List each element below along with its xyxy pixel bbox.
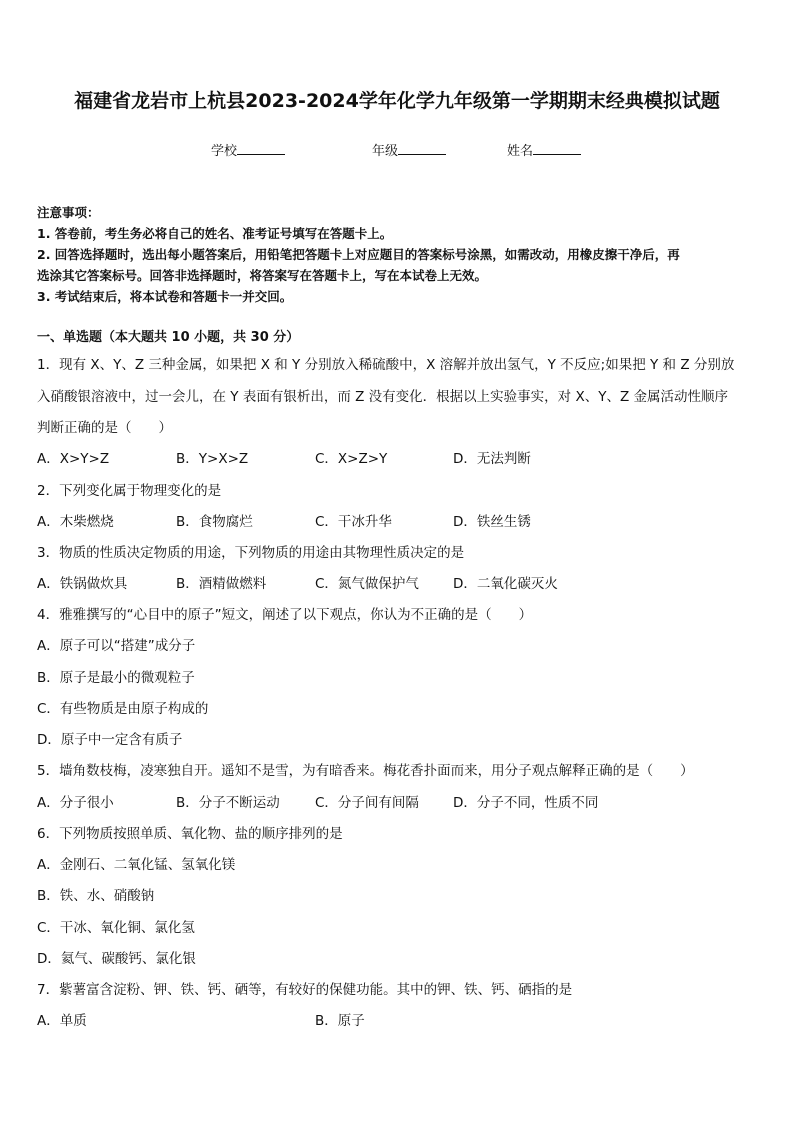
q6-stem: 6．下列物质按照单质、氧化物、盐的顺序排列的是 xyxy=(37,826,343,842)
q1-option-b: B．Y>X>Z xyxy=(176,451,249,467)
section-title: 一、单选题（本大题共 10 小题，共 30 分） xyxy=(37,330,300,345)
q5-option-d: D．分子不同，性质不同 xyxy=(453,795,599,811)
q1-stem-line: 入硝酸银溶液中，过一会儿，在 Y 表面有银析出，而 Z 没有变化．根据以上实验事实，对 X、Y、Z 金属活动性顺序 xyxy=(37,389,728,405)
q1-stem-line: 1．现有 X、Y、Z 三种金属，如果把 X 和 Y 分别放入稀硫酸中，X 溶解并放出氢气，Y 不反应;如果把 Y 和 Z 分别放 xyxy=(37,357,735,373)
q5-option-b: B．分子不断运动 xyxy=(176,795,280,811)
name-field xyxy=(507,140,581,159)
q1-option-a: A．X>Y>Z xyxy=(37,451,110,467)
q1-option-c: C．X>Z>Y xyxy=(315,451,388,467)
notes-item: 1. 答卷前，考生务必将自己的姓名、准考证号填写在答题卡上。 xyxy=(37,226,393,241)
q6-option-a: A．金刚石、二氧化锰、氢氧化镁 xyxy=(37,857,236,873)
q2-option-d: D．铁丝生锈 xyxy=(453,514,531,530)
q7-stem: 7．紫薯富含淀粉、钾、铁、钙、硒等，有较好的保健功能。其中的钾、铁、钙、硒指的是 xyxy=(37,982,573,998)
q6-option-d: D．氦气、碳酸钙、氯化银 xyxy=(37,951,196,967)
q4-option-c: C．有些物质是由原子构成的 xyxy=(37,701,209,717)
grade-label: 年级 xyxy=(372,144,399,159)
q1-stem-line: 判断正确的是（ ） xyxy=(37,420,172,436)
q2-option-a: A．木柴燃烧 xyxy=(37,514,114,530)
school-blank xyxy=(237,142,285,155)
q3-option-a: A．铁锅做炊具 xyxy=(37,576,128,592)
grade-blank xyxy=(398,142,446,155)
grade-field xyxy=(372,140,446,159)
name-label: 姓名 xyxy=(507,144,534,159)
q4-option-d: D．原子中一定含有质子 xyxy=(37,732,183,748)
q2-option-b: B．食物腐烂 xyxy=(176,514,253,530)
q5-stem: 5．墙角数枝梅，凌寒独自开。遥知不是雪，为有暗香来。梅花香扑面而来，用分子观点解释正确的是（ ） xyxy=(37,763,694,779)
q5-option-c: C．分子间有间隔 xyxy=(315,795,419,811)
q7-option-a: A．单质 xyxy=(37,1013,87,1029)
school-label: 学校 xyxy=(211,144,238,159)
q4-option-a: A．原子可以“搭建”成分子 xyxy=(37,638,196,654)
notes-item: 3. 考试结束后，将本试卷和答题卡一并交回。 xyxy=(37,289,293,304)
q2-stem: 2．下列变化属于物理变化的是 xyxy=(37,483,222,499)
q1-option-d: D．无法判断 xyxy=(453,451,531,467)
page-title: 福建省龙岩市上杭县2023-2024学年化学九年级第一学期期末经典模拟试题 xyxy=(74,90,720,112)
q2-option-c: C．干冰升华 xyxy=(315,514,392,530)
q6-option-c: C．干冰、氧化铜、氯化氢 xyxy=(37,920,195,936)
q4-stem: 4．雅雅撰写的“心目中的原子”短文，阐述了以下观点，你认为不正确的是（ ） xyxy=(37,607,533,623)
notes-item: 选涂其它答案标号。回答非选择题时，将答案写在答题卡上，写在本试卷上无效。 xyxy=(37,268,488,283)
q3-option-c: C．氮气做保护气 xyxy=(315,576,419,592)
school-field xyxy=(211,140,285,159)
student-info-row xyxy=(0,140,794,160)
q7-option-b: B．原子 xyxy=(315,1013,365,1029)
q6-option-b: B．铁、水、硝酸钠 xyxy=(37,888,155,904)
name-blank xyxy=(533,142,581,155)
q3-option-d: D．二氧化碳灭火 xyxy=(453,576,558,592)
q4-option-b: B．原子是最小的微观粒子 xyxy=(37,670,195,686)
notes-heading: 注意事项： xyxy=(37,205,100,220)
notes-item: 2. 回答选择题时，选出每小题答案后，用铅笔把答题卡上对应题目的答案标号涂黑，如需改动，用橡皮擦干净后，再 xyxy=(37,247,680,262)
q3-stem: 3．物质的性质决定物质的用途，下列物质的用途由其物理性质决定的是 xyxy=(37,545,465,561)
notes-block xyxy=(37,202,759,307)
q3-option-b: B．酒精做燃料 xyxy=(176,576,267,592)
q5-option-a: A．分子很小 xyxy=(37,795,114,811)
